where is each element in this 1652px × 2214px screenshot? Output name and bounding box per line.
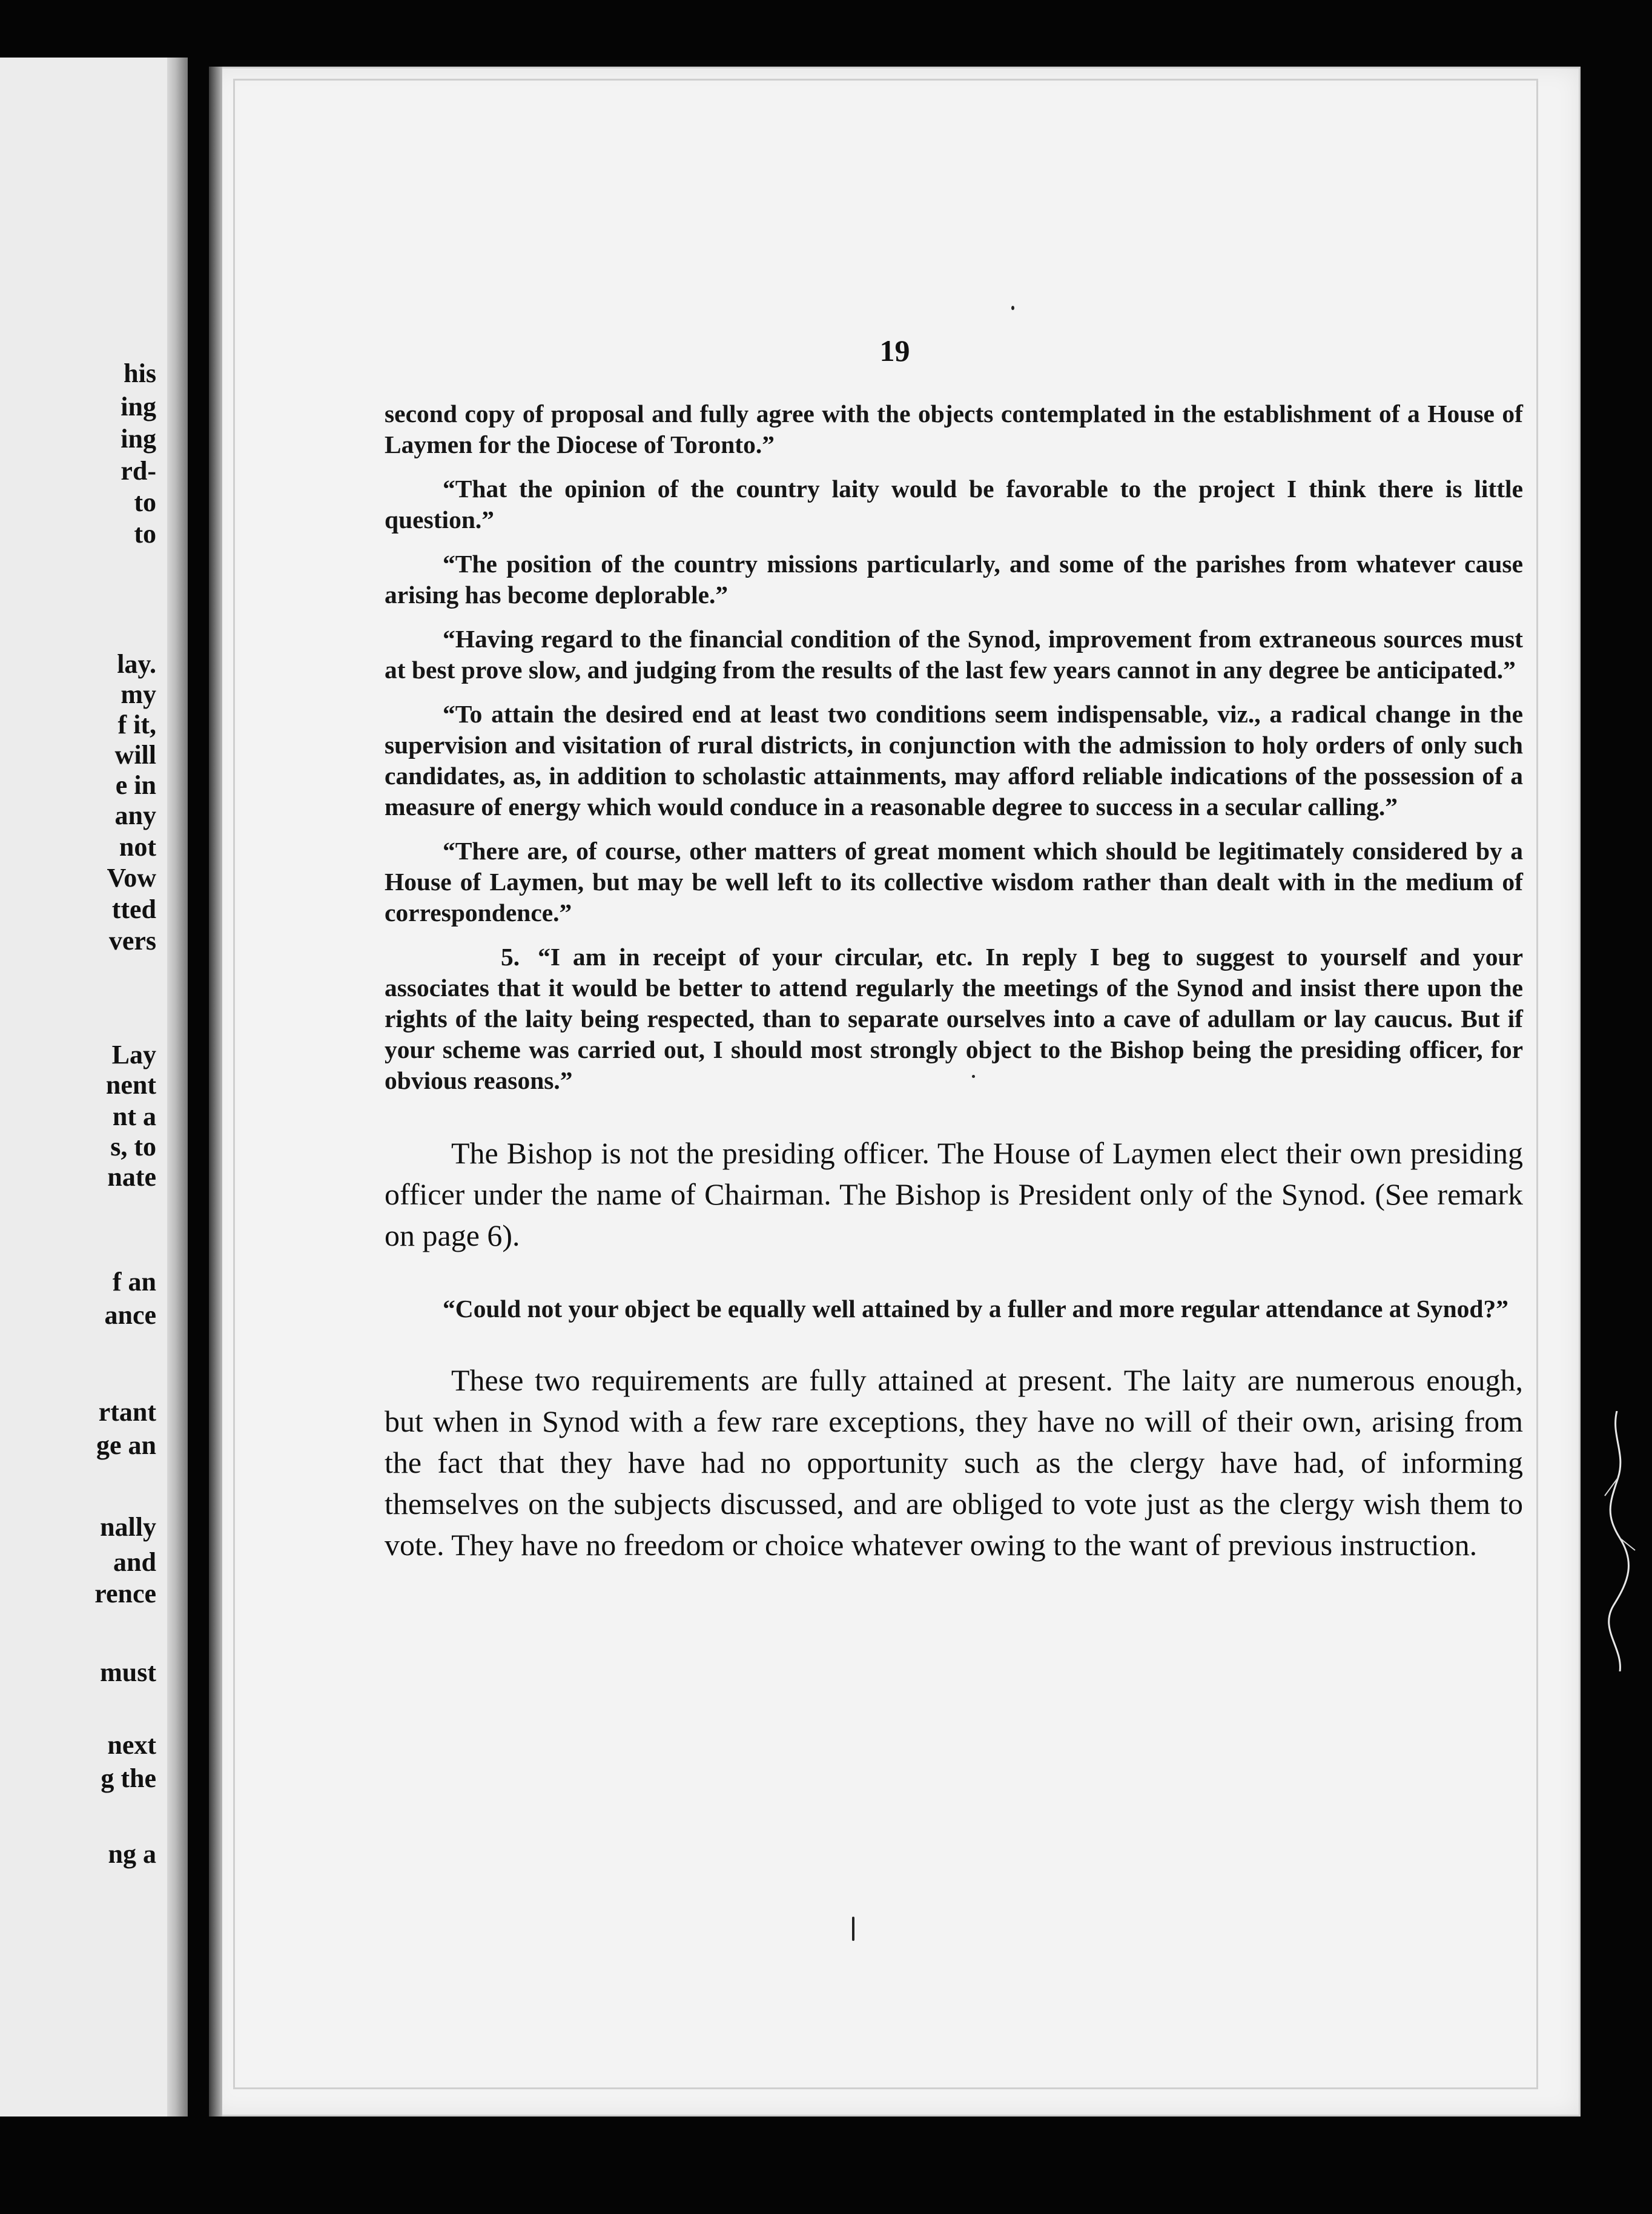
left-page-word-fragment: tted [111,894,156,924]
letter-number: 5. [501,943,520,971]
paragraph-quote: “Having regard to the financial condition of the Synod, improvement from extraneous sources must at best prove slow, and judging from the results of the last few years cannot in any degree be anticipated.” [385,625,1523,684]
left-page-word-fragment: my [121,679,156,709]
left-page-word-fragment: will [114,740,156,770]
paragraph-letter-continuation: second copy of proposal and fully agree with the objects contemplated in the establishment of a House of Laymen for the Diocese of Toronto.” [385,400,1523,458]
paragraph-commentary: The Bishop is not the presiding officer. The House of Laymen elect their own presiding officer under the name of Chairman. The Bishop is President only of the Synod. (See remark on page 6). [385,1136,1523,1252]
scan-thread-artifact [1593,1411,1641,1671]
left-page-word-fragment: s, to [110,1132,156,1162]
left-page-word-fragment: ing [121,424,156,454]
left-page-word-fragment: lay. [117,649,156,679]
left-page-word-fragment: his [124,359,156,388]
left-page-word-fragment: ing [121,392,156,421]
left-page-word-fragment: nate [107,1162,156,1192]
left-page-word-fragment: next [107,1730,156,1760]
left-page-word-fragment: f it, [117,710,156,739]
left-page-word-fragment: rd- [121,456,156,486]
left-page-word-fragment: f an [112,1267,156,1297]
left-page-word-fragment: nally [100,1512,156,1542]
left-page-word-fragment: e in [115,770,156,800]
left-page-word-fragment: vers [108,926,156,956]
paragraph-letter-5 [385,942,1523,1096]
paragraph-quote: “To attain the desired end at least two conditions seem indispensable, viz., a radical change in the supervision and visitation of rural districts, in conjunction with the admission to holy orders of only such candidates, as, in addition to scholastic attainments, may afford reliable indications of the possession of a measure of energy which would conduce in a reasonable degree to success in a secular calling.” [385,700,1523,821]
left-page-word-fragment: rtant [98,1397,156,1427]
left-page-word-fragment: ance [104,1300,156,1330]
document-page [209,67,1581,2117]
left-page-word-fragment: to [134,487,156,517]
paragraph-quote: “There are, of course, other matters of great moment which should be legitimately considered by a House of Laymen, but may be well left to its collective wisdom rather than dealt with in the medium of correspondence.” [385,837,1523,927]
left-page-word-fragment: Vow [107,863,156,893]
paragraph-commentary: These two requirements are fully attained at present. The laity are numerous enough, but when in Synod with a few rare exceptions, they have no will of their own, arising from the fact that they have had no opportunity such as the clergy have had, of informing themselves on the subjects discussed, and are obliged to vote just as the clergy wish them to vote. They have no freedom or choice whatever owing to the want of previous instruction. [385,1363,1523,1562]
page-number: 19 [879,334,910,368]
paragraph-quote: “That the opinion of the country laity would be favorable to the project I think there is little question.” [385,475,1523,534]
letter-5-text: “I am in receipt of your circular, etc. In reply I beg to suggest to yourself and your associates that it would be better to attend regularly the meetings of the Synod and insist there upon the rights of the laity being respected, than to separate ourselves into a cave of adullam or lay caucus. But if your scheme was carried out, I should most strongly object to the Bishop being the presiding officer, for obvious reasons.” [385,943,1523,1094]
page-binding-edge [167,58,188,2117]
left-page-word-fragment: not [119,832,156,862]
left-page-word-fragment: nent [105,1070,156,1100]
paragraph-quote: “The position of the country missions particularly, and some of the parishes from whatever cause arising has become deplorable.” [385,550,1523,609]
left-page-word-fragment: any [114,801,156,830]
page-text-body [385,398,1523,1565]
left-page-word-fragment: and [113,1547,156,1577]
scan-speck [852,1917,854,1941]
left-facing-page [0,58,188,2117]
left-page-word-fragment: must [100,1657,156,1687]
left-page-word-fragment: to [134,519,156,549]
left-page-word-fragment: g the [101,1763,156,1793]
left-page-word-fragment: ng a [108,1839,156,1869]
scan-speck [1011,306,1014,310]
left-page-word-fragment: nt a [112,1102,156,1131]
paragraph-question: “Could not your object be equally well attained by a fuller and more regular attendance at Synod?” [443,1295,1508,1323]
left-page-word-fragment: rence [94,1579,156,1608]
scan-speck [972,1075,975,1078]
left-page-word-fragment: Lay [111,1040,156,1069]
left-page-word-fragment: ge an [96,1430,156,1460]
